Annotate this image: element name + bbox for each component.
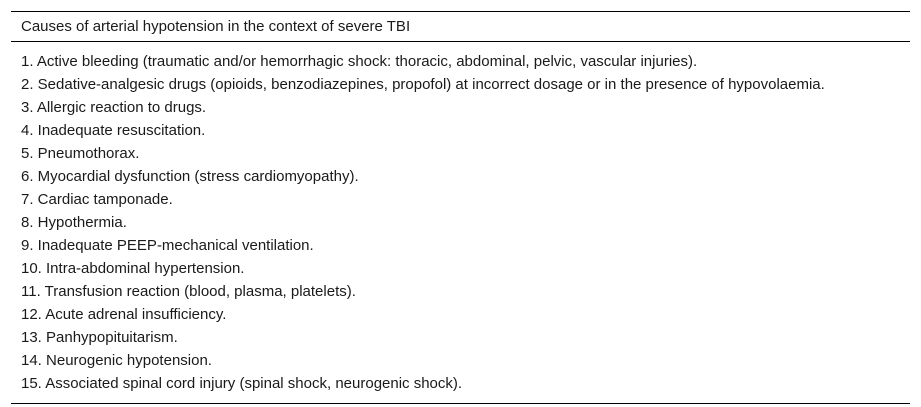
table-row: 12. Acute adrenal insufficiency.	[21, 306, 227, 323]
table-row: 6. Myocardial dysfunction (stress cardiomyopathy).	[21, 168, 359, 185]
table-row: 11. Transfusion reaction (blood, plasma, platelets).	[21, 283, 356, 300]
table-header: Causes of arterial hypotension in the context of severe TBI	[11, 12, 910, 42]
causes-table	[11, 11, 910, 404]
table-row: 9. Inadequate PEEP-mechanical ventilation.	[21, 237, 314, 254]
table-row: 10. Intra-abdominal hypertension.	[21, 260, 245, 277]
table-row: 2. Sedative-analgesic drugs (opioids, benzodiazepines, propofol) at incorrect dosage or in the presence of hypovolaemia.	[21, 76, 825, 93]
table-row: 5. Pneumothorax.	[21, 145, 140, 162]
table-row: 7. Cardiac tamponade.	[21, 191, 173, 208]
table-row: 3. Allergic reaction to drugs.	[21, 99, 207, 116]
table-row: 4. Inadequate resuscitation.	[21, 122, 206, 139]
table-body	[11, 42, 910, 403]
table-row: 1. Active bleeding (traumatic and/or hemorrhagic shock: thoracic, abdominal, pelvic, vascular injuries).	[21, 53, 698, 70]
table-row: 8. Hypothermia.	[21, 214, 127, 231]
table-row: 13. Panhypopituitarism.	[21, 329, 178, 346]
table-row: 14. Neurogenic hypotension.	[21, 352, 212, 369]
table-row: 15. Associated spinal cord injury (spinal shock, neurogenic shock).	[21, 375, 463, 392]
